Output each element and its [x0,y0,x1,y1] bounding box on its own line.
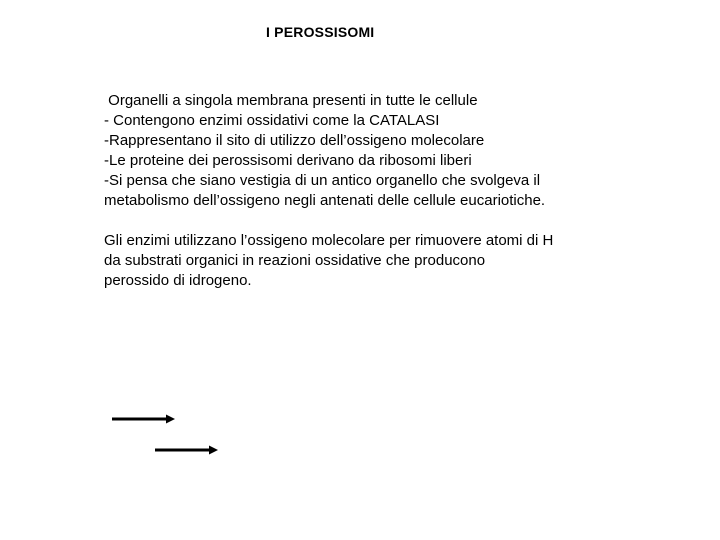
right-arrow-icon [155,444,221,456]
bullet-line: -Rappresentano il sito di utilizzo dell’ossigeno molecolare [104,132,485,149]
bullet-line: -Si pensa che siano vestigia di un antico organello che svolgeva il [104,172,541,189]
paragraph-line: Gli enzimi utilizzano l’ossigeno molecolare per rimuovere atomi di H [104,232,554,249]
bullet-line: Organelli a singola membrana presenti in tutte le cellule [104,92,478,109]
paragraph-spacer [104,211,664,231]
page-title: I PEROSSISOMI [266,24,375,40]
bullet-line: - Contengono enzimi ossidativi come la CATALASI [104,112,440,129]
bullet-line: metabolismo dell’ossigeno negli antenati delle cellule eucariotiche. [104,192,546,209]
bullet-line: -Le proteine dei perossisomi derivano da ribosomi liberi [104,152,472,169]
right-arrow-icon [112,413,178,425]
paragraph-line: da substrati organici in reazioni ossidative che producono [104,252,486,269]
content-block [104,91,664,291]
paragraph-line: perossido di idrogeno. [104,272,252,289]
